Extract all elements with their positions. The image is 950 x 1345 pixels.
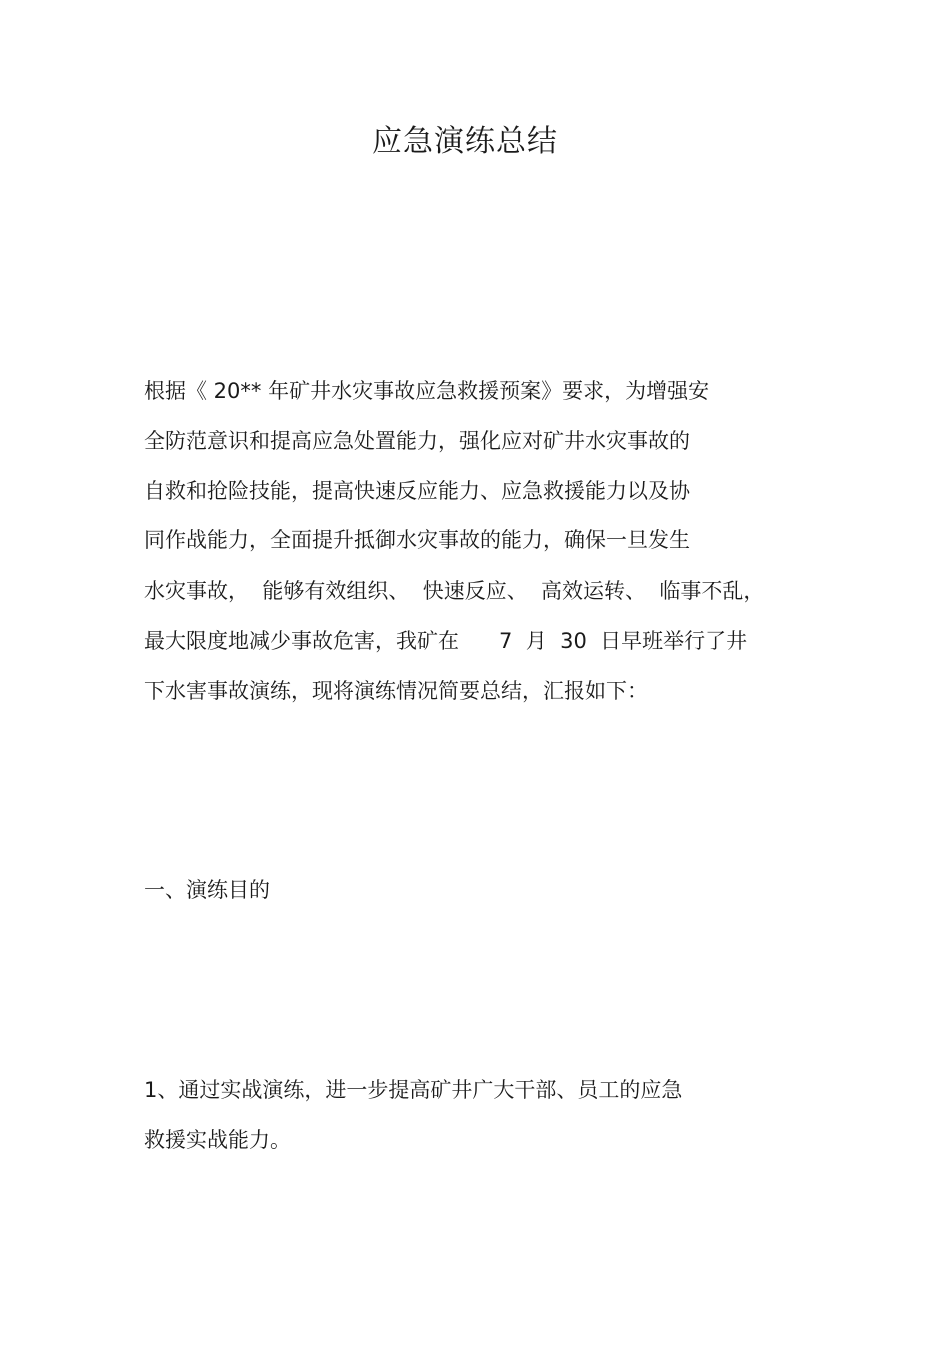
paragraph-line: 下水害事故演练，现将演练情况简要总结，汇报如下：	[144, 679, 648, 703]
paragraph-line: 根据《 20** 年矿井水灾事故应急救援预案》要求，为增强安	[144, 379, 710, 403]
paragraph-line: 救援实战能力。	[144, 1128, 291, 1152]
paragraph-line: 水灾事故， 能够有效组织、 快速反应、 高效运转、 临事不乱，	[144, 579, 765, 603]
document-title: 应急演练总结	[372, 124, 558, 159]
paragraph-line: 全防范意识和提高应急处置能力，强化应对矿井水灾事故的	[144, 429, 690, 453]
section-heading: 一、演练目的	[144, 878, 270, 902]
paragraph-line: 1、通过实战演练，进一步提高矿井广大干部、员工的应急	[144, 1078, 683, 1102]
paragraph-line: 自救和抢险技能，提高快速反应能力、应急救援能力以及协	[144, 479, 690, 503]
paragraph-line: 同作战能力，全面提升抵御水灾事故的能力，确保一旦发生	[144, 528, 690, 552]
paragraph-line: 最大限度地减少事故危害，我矿在 7 月 30 日早班举行了井	[144, 629, 748, 653]
